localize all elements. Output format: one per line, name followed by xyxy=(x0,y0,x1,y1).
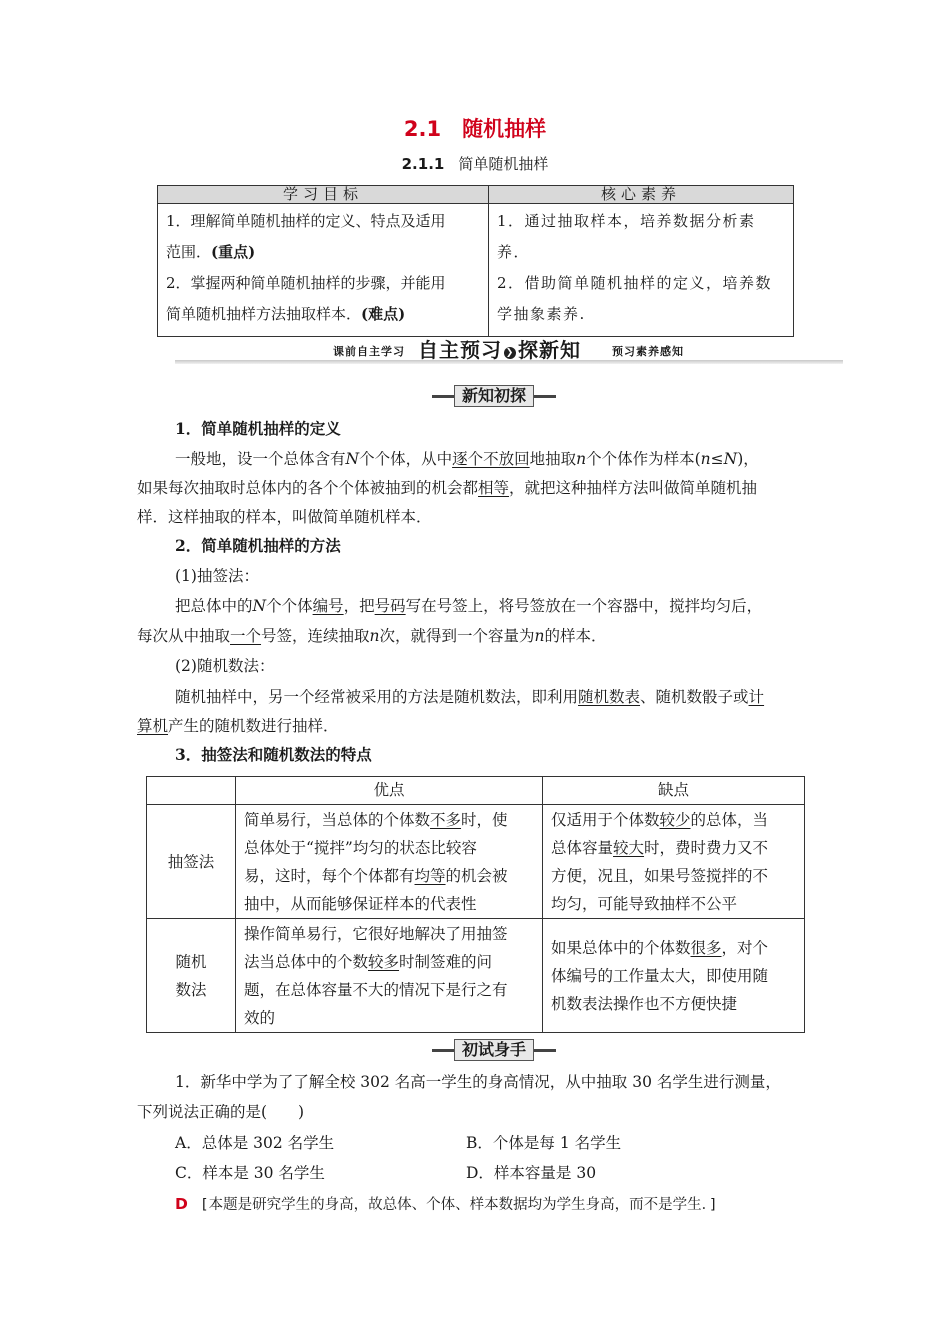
option-c: C．样本是 30 名学生 xyxy=(175,1164,325,1182)
corner-cell xyxy=(147,777,236,805)
option-b: B．个体是每 1 名学生 xyxy=(466,1134,622,1152)
core-competency-cell: 1．通过抽取样本，培养数据分析素 养． 2．借助简单随机抽样的定义，培养数 学抽象素养. xyxy=(489,204,794,337)
lesson-title: 2.1 随机抽样 xyxy=(403,117,547,141)
banner-right-caption: 预习素养感知 xyxy=(612,345,684,358)
heading-methods: 2．简单随机抽样的方法 xyxy=(175,536,341,555)
random-number-line-2: 算机产生的随机数进行抽样． xyxy=(137,717,339,735)
heading-features: 3．抽签法和随机数法的特点 xyxy=(175,745,372,764)
question-1-line-2: 下列说法正确的是( ) xyxy=(137,1103,305,1121)
random-number-advantages: 操作简单易行，它很好地解决了用抽签 法当总体中的个数较多时制签难的问 题，在总体容量不大的情况下是行之有 效的 xyxy=(236,919,543,1033)
learning-goals-cell: 1．理解简单随机抽样的定义、特点及适用 范围．(重点) 2．掌握两种简单随机抽样的步骤，并能用 简单随机抽样方法抽取样本．(难点) xyxy=(158,204,489,337)
banner-left-caption: 课前自主学习 xyxy=(333,345,405,358)
lesson-subtitle xyxy=(0,153,950,175)
lottery-disadvantages: 仅适用于个体数较少的总体，当 总体容量较大时，费时费力又不 方便，况且，如果号签搅拌的不 均匀，可能导致抽样不公平 xyxy=(543,805,805,919)
answer-letter: D xyxy=(175,1195,188,1213)
header-disadvantages: 缺点 xyxy=(543,777,805,805)
heading-definition: 1．简单随机抽样的定义 xyxy=(175,419,341,438)
lottery-line-1: 把总体中的N个个体编号，把号码写在号签上，将号签放在一个容器中，搅拌均匀后， xyxy=(175,597,763,615)
section-banner xyxy=(175,336,843,364)
subtitle-number: 2.1.1 xyxy=(401,155,445,173)
lottery-advantages: 简单易行，当总体的个体数不多时，使 总体处于“搅拌”均匀的状态比较容 易，这时，每个个体都有均等的机会被 抽中，从而能够保证样本的代表性 xyxy=(236,805,543,919)
goals-table xyxy=(157,185,794,337)
subtitle-text: 简单随机抽样 xyxy=(458,155,549,173)
comparison-table xyxy=(146,776,805,1033)
section-tag-practice: 初试身手 xyxy=(432,1039,556,1061)
difficulty-tag: (难点) xyxy=(361,305,406,323)
question-1-line-1: 1．新华中学为了了解全校 302 名高一学生的身高情况，从中抽取 30 名学生进行测量， xyxy=(175,1073,781,1091)
definition-line-2: 如果每次抽取时总体内的各个个体被抽到的机会都相等，就把这种抽样方法叫做简单随机抽 xyxy=(137,479,758,497)
goals-header-competency: 核心素养 xyxy=(489,186,794,204)
definition-line-3: 样．这样抽取的样本，叫做简单随机样本． xyxy=(137,508,432,526)
method-random-number-label: (2)随机数法： xyxy=(175,657,275,675)
answer-explanation: [本题是研究学生的身高，故总体、个体、样本数据均为学生身高，而不是学生．] xyxy=(199,1197,718,1213)
chevron-right-icon: ❯ xyxy=(505,348,515,358)
random-number-disadvantages: 如果总体中的个体数很多，对个 体编号的工作量太大，即使用随 机数表法操作也不方便快捷 xyxy=(543,919,805,1033)
section-tag-new-knowledge: 新知初探 xyxy=(432,385,556,407)
key-point-tag: (重点) xyxy=(211,243,256,261)
lottery-line-2: 每次从中抽取一个号签，连续抽取n次，就得到一个容量为n的样本． xyxy=(137,627,607,645)
header-advantages: 优点 xyxy=(236,777,543,805)
banner-heading: 自主预习 ❯ 探新知 xyxy=(418,338,581,362)
random-number-line-1: 随机抽样中，另一个经常被采用的方法是随机数法，即利用随机数表、随机数骰子或计 xyxy=(175,688,765,706)
row-head-lottery: 抽签法 xyxy=(147,805,236,919)
goals-header-learning: 学习目标 xyxy=(158,186,489,204)
definition-line-1: 一般地，设一个总体含有N个个体，从中逐个不放回地抽取n个个体作为样本(n≤N)， xyxy=(175,450,759,468)
method-lottery-label: (1)抽签法： xyxy=(175,567,259,585)
answer-line xyxy=(175,1193,718,1216)
option-d: D．样本容量是 30 xyxy=(466,1164,597,1182)
option-a: A．总体是 302 名学生 xyxy=(175,1134,335,1152)
row-head-random-number: 随机 数法 xyxy=(147,919,236,1033)
